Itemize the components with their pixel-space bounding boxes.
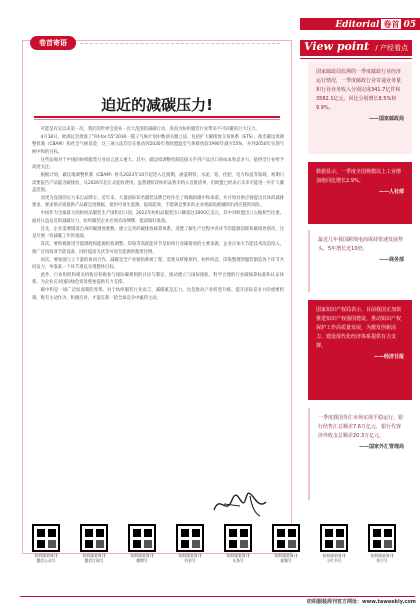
page-header	[0, 0, 420, 34]
viewpoint-quote: 国家知识产权局表示，目前我国正加快推进知识产权强国建设，推动知识产权保护工作高质量发展，为激发创新活力、建设现代化经济体系提供有力支撑。	[316, 307, 402, 349]
header-section-cn: 卷首	[383, 19, 400, 29]
qr-code[interactable]	[74, 524, 114, 563]
editorial-body	[32, 126, 284, 303]
viewpoint-card	[308, 408, 412, 500]
viewpoint-title-en: View point	[304, 40, 370, 53]
qr-code-label: 纺织服装周刊 头条号	[226, 553, 250, 563]
qr-code-label: 纺织服装周刊 小红书号	[322, 553, 346, 563]
qr-code[interactable]	[266, 524, 306, 563]
viewpoint-source: ——国家邮政局	[368, 116, 404, 122]
qr-code-label: 纺织服装周刊 快手号	[370, 553, 394, 563]
qr-code-label: 纺织服装周刊 微信订阅号	[82, 553, 106, 563]
page-title: 迫近的减碳压力!	[101, 96, 213, 114]
qr-code-icon	[320, 524, 348, 552]
footer-website: 纺织服装周刊官方网址：www.taweekly.com	[307, 599, 416, 605]
viewpoint-source: ——国家外汇管理局	[358, 444, 404, 450]
body-paragraph: 可能是有史以来第一次，我们的世界会迎来一次大范围的减碳行动，进而为纺织服装行业带来不可回避的巨大压力。	[40, 127, 260, 132]
divider	[20, 596, 415, 597]
body-paragraph: 此外，行业组织和相关机构应积极参与国际碳规则的讨论与制定，推动建立与国际接轨、科学合理的行业碳核算标准和认证体系，为企业应对国际绿色贸易壁垒提供有力支撑。	[32, 273, 284, 286]
qr-code-icon	[224, 524, 252, 552]
qr-code[interactable]	[170, 524, 210, 563]
qr-code-icon	[368, 524, 396, 552]
header-section	[335, 19, 416, 30]
header-page-number: 05	[403, 20, 416, 30]
viewpoint-quote: 最近几年我国跨境电商保持快速发展势头，5年增长近10倍。	[318, 237, 404, 252]
viewpoint-source: ——商务部	[378, 257, 404, 263]
divider	[300, 58, 412, 59]
qr-code[interactable]	[218, 524, 258, 563]
qr-code-icon	[80, 524, 108, 552]
body-paragraph: 再次，要加强与上下游的协同合作。减碳是全产业链的系统工程，需要从纤维原料、纺纱织造、印染整理到服装制造各个环节共同发力，单靠某一个环节难以实现整体目标。	[32, 257, 284, 271]
qr-code-label: 纺织服装周刊 视频号	[274, 553, 298, 563]
qr-code[interactable]	[26, 524, 66, 563]
viewpoint-card	[308, 230, 412, 292]
qr-code-row	[26, 554, 416, 594]
title-rule	[34, 116, 280, 118]
qr-code-label: 纺织服装周刊 微信公众号	[34, 553, 58, 563]
viewpoint-quote: 数据显示，一季度全国规模以上工业增加值同比增长2.9%。	[316, 169, 402, 184]
body-paragraph: 中国作为全球最大的纺织品服装生产国和出口国，2022年纺织品服装出口额超过3000亿美元，其中对欧盟出口占据相当比重。面对日益迫近的减碳压力，纺织服装企业必须未雨绸缪，提前做好准备。	[32, 211, 284, 224]
qr-code-label: 纺织服装周刊 微博号	[130, 553, 154, 563]
qr-code-icon	[128, 524, 156, 552]
column-tag: 卷首寄语	[30, 36, 76, 50]
signature-icon	[210, 490, 270, 520]
qr-code[interactable]	[362, 524, 402, 563]
body-paragraph: 其次，要积极推进节能降耗和能源结构调整。印染等高耗能环节是纺织行业碳排放的主要来源，企业应加大节能技术改造投入，推广应用高效节能设备，同时提高光伏等可再生能源的使用比例。	[32, 242, 284, 255]
viewpoint-quote: 一季度我国外汇市场实现平稳运行，银行结售汇总顺差7.6万亿元，银行代客涉外收支总顺差20.3万亿元。	[318, 415, 404, 439]
qr-code-icon	[272, 524, 300, 552]
qr-code-icon	[176, 524, 204, 552]
body-paragraph: 这些法规对于中国的纺织服装行业而言意义重大。其中，碳边境调整机制直接关乎到产品出口的成本和竞争力，值得全行业给予高度关注。	[32, 157, 284, 171]
viewpoint-card	[308, 62, 412, 154]
body-paragraph: 根据计划，碳边境调整机制（CBAM）将从2023年10月起进入过渡期，涵盖钢铁、水泥、铝、化肥、电力和氢等领域，初期只需要报告产品隐含碳排放，从2026年起正式征收费用。虽然现阶段纺织品暂未纳入首批清单，但欧盟已经表示未来可能进一步扩大覆盖范围。	[32, 173, 284, 194]
qr-code-icon	[32, 524, 60, 552]
editorial-column	[22, 40, 292, 554]
body-paragraph: 首先，企业需要摸清自身的碳排放底数，建立完善的碳排放核算体系，清楚了解生产过程中各环节的能源消耗和碳排放情况，这是开展一切减碳工作的基础。	[32, 226, 284, 240]
divider	[80, 43, 280, 44]
body-paragraph: 而更为直接的压力来自品牌方。近年来，大量国际知名服装品牌已经作出了明确的碳中和承诺，并开始对供应链提出具体的减排要求，要求供应商提供产品碳足迹数据、使用可再生能源、提高能效，不能满足要求的企业将面临被剔除出供应链的风险。	[32, 196, 284, 209]
viewpoint-card	[308, 162, 412, 224]
body-paragraph: 碳中和是一场广泛而深刻的变革。对于纺织服装行业而言，减碳既是压力，也是推动产业转型升级、提升国际竞争力的重要机遇。唯有主动作为、积极应对，才能在新一轮全球竞争中赢得主动。	[32, 288, 284, 301]
viewpoint-title-cn: / 产经看点	[375, 44, 408, 52]
viewpoint-source: ——人社部	[378, 189, 404, 195]
viewpoint-card	[308, 300, 412, 400]
viewpoint-title-bar	[300, 40, 412, 56]
qr-code[interactable]	[314, 524, 354, 563]
body-paragraph: 4月18日，欧洲议会批准了"Fit-for-55"2030一揽子气候计划中数项关键立法，包括扩大碳排放交易体系（ETS），推出碳边境调整机制（CBAM）和社会气候基金，这三项立法均旨在推动到2030年将欧盟温室气体排放较1990年减少55%，并到2050年实现气候中和的目标。	[32, 135, 284, 155]
title-rule-thin	[34, 119, 280, 120]
viewpoint-quote: 国家邮政局监测的一季度邮政行业经济运行情况，一季度邮政行业寄递业务量和行业业务收入分别完成341.7亿件和3582.1亿元，同比分别增长8.5%和9.9%。	[316, 69, 402, 111]
qr-code[interactable]	[122, 524, 162, 563]
header-section-en: Editorial	[335, 20, 380, 30]
qr-code-label: 纺织服装周刊 抖音号	[178, 553, 202, 563]
viewpoint-source: ——经济日报	[373, 354, 404, 360]
